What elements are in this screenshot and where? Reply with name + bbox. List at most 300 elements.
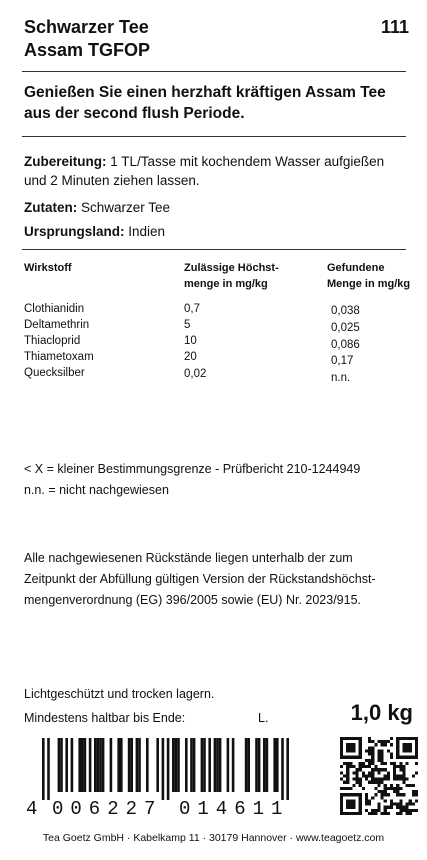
qr-module (384, 812, 387, 815)
qr-module (396, 793, 399, 796)
barcode-bar (227, 738, 230, 792)
cell-found: n.n. (331, 372, 351, 384)
barcode-bar (193, 738, 196, 792)
qr-module (402, 809, 405, 812)
barcode-guard-bar (42, 738, 45, 800)
barcode-bar (110, 738, 113, 792)
qr-module (362, 774, 365, 777)
qr-module (374, 743, 377, 746)
origin (24, 222, 165, 241)
barcode-bars (26, 738, 316, 800)
barcode-bar (216, 738, 219, 792)
qr-module (381, 743, 384, 746)
barcode-bar (177, 738, 180, 792)
qr-module (371, 774, 374, 777)
qr-module (393, 787, 396, 790)
qr-finder (396, 737, 418, 740)
qr-module (396, 790, 399, 793)
barcode-bar (190, 738, 193, 792)
qr-module (409, 809, 412, 812)
qr-module (387, 806, 390, 809)
product-name-line2: Assam TGFOP (24, 40, 151, 60)
qr-module (362, 771, 365, 774)
qr-module (346, 765, 349, 768)
qr-module (368, 746, 371, 749)
qr-module (381, 759, 384, 762)
qr-module (381, 781, 384, 784)
preparation-text: 1 TL/Tasse mit kochendem Wasser aufgießen (106, 154, 385, 169)
qr-module (381, 796, 384, 799)
qr-module (356, 768, 359, 771)
qr-module (415, 762, 418, 765)
qr-module (396, 765, 399, 768)
qr-module (384, 768, 387, 771)
qr-module (371, 746, 374, 749)
qr-module (374, 793, 377, 796)
col-header-found-line1: Gefundene (327, 262, 385, 274)
qr-module (390, 806, 393, 809)
qr-module (387, 771, 390, 774)
qr-module (381, 790, 384, 793)
qr-module (406, 806, 409, 809)
barcode-bar (84, 738, 87, 792)
qr-module (384, 778, 387, 781)
qr-module (359, 784, 362, 787)
qr-module (340, 778, 343, 781)
qr-module (346, 762, 349, 765)
qr-module (371, 740, 374, 743)
qr-module (402, 771, 405, 774)
qr-module (406, 762, 409, 765)
qr-module (377, 809, 380, 812)
qr-module (384, 774, 387, 777)
preparation (24, 152, 384, 171)
product-name-line1: Schwarzer Tee (24, 17, 149, 37)
qr-module (384, 784, 387, 787)
qr-module (368, 759, 371, 762)
qr-module (368, 765, 371, 768)
qr-module (390, 803, 393, 806)
qr-module (371, 768, 374, 771)
qr-module (396, 806, 399, 809)
qr-module (399, 806, 402, 809)
barcode-bar (94, 738, 97, 792)
qr-module (371, 762, 374, 765)
qr-module (374, 765, 377, 768)
barcode-bar (89, 738, 92, 792)
qr-module (399, 774, 402, 777)
barcode-guard-bar (47, 738, 50, 800)
qr-module (412, 803, 415, 806)
qr-module (402, 774, 405, 777)
cell-limit: 10 (184, 335, 197, 347)
qr-finder (340, 756, 362, 759)
qr-module (365, 778, 368, 781)
qr-module (390, 784, 393, 787)
qr-module (374, 781, 377, 784)
barcode-bar (255, 738, 258, 792)
qr-module (346, 771, 349, 774)
qr-module (393, 765, 396, 768)
qr-module (396, 784, 399, 787)
qr-module (399, 793, 402, 796)
barcode-first-digit: 4 (26, 798, 38, 820)
qr-module (377, 756, 380, 759)
qr-module (390, 756, 393, 759)
qr-module (399, 799, 402, 802)
cell-limit: 5 (184, 319, 191, 331)
qr-module (365, 759, 368, 762)
qr-module (365, 765, 368, 768)
qr-module (377, 749, 380, 752)
qr-module (377, 803, 380, 806)
qr-module (368, 799, 371, 802)
qr-module (371, 778, 374, 781)
qr-module (387, 812, 390, 815)
qr-module (384, 740, 387, 743)
qr-module (368, 803, 371, 806)
qr-module (384, 743, 387, 746)
col-header-limit-line1: Zulässige Höchst- (184, 262, 279, 274)
qr-module (402, 793, 405, 796)
qr-module (352, 778, 355, 781)
qr-module (343, 762, 346, 765)
footer-address: Tea Goetz GmbH · Kabelkamp 11 · 30179 Hannover · www.teagoetz.com (42, 832, 385, 844)
compliance-line1: Alle nachgewiesenen Rückstände liegen unterhalb der zum (24, 551, 353, 565)
barcode-guard-bar (286, 738, 289, 800)
qr-module (396, 787, 399, 790)
origin-label: Ursprungsland: (24, 224, 125, 239)
qr-finder (340, 793, 362, 796)
qr-module (352, 784, 355, 787)
qr-module (359, 778, 362, 781)
barcode-bar (219, 738, 222, 792)
qr-module (377, 771, 380, 774)
qr-module (399, 803, 402, 806)
qr-module (390, 787, 393, 790)
qr-finder (340, 796, 343, 812)
qr-finder (396, 756, 418, 759)
qr-module (377, 806, 380, 809)
qr-module (343, 774, 346, 777)
qr-module (377, 778, 380, 781)
qr-module (412, 774, 415, 777)
qr-module (340, 771, 343, 774)
qr-code (340, 737, 418, 815)
qr-module (399, 762, 402, 765)
qr-module (352, 771, 355, 774)
qr-module (371, 812, 374, 815)
qr-module (402, 778, 405, 781)
qr-module (384, 793, 387, 796)
qr-module (359, 762, 362, 765)
qr-module (346, 774, 349, 777)
qr-module (368, 781, 371, 784)
barcode-right-group: 014611 (179, 798, 290, 820)
qr-module (396, 778, 399, 781)
ingredients-text: Schwarzer Tee (77, 200, 171, 215)
qr-module (406, 803, 409, 806)
barcode-bar (175, 738, 178, 792)
barcode-bar (232, 738, 235, 792)
qr-module (387, 774, 390, 777)
qr-module (377, 753, 380, 756)
qr-finder (340, 740, 343, 756)
qr-module (359, 765, 362, 768)
product-number: 111 (380, 17, 409, 37)
barcode-bar (58, 738, 61, 792)
barcode-bar (130, 738, 133, 792)
qr-module (377, 781, 380, 784)
preparation-text-line2: und 2 Minuten ziehen lassen. (24, 173, 200, 188)
qr-module (371, 771, 374, 774)
qr-module (402, 768, 405, 771)
qr-module (412, 790, 415, 793)
barcode-bar (273, 738, 276, 792)
qr-module (387, 778, 390, 781)
qr-module (390, 799, 393, 802)
qr-module (415, 793, 418, 796)
qr-module (368, 774, 371, 777)
cell-limit: 0,7 (184, 303, 200, 315)
qr-module (374, 778, 377, 781)
qr-module (365, 799, 368, 802)
barcode-bar (247, 738, 250, 792)
qr-module (390, 743, 393, 746)
qr-module (368, 771, 371, 774)
qr-module (346, 781, 349, 784)
cell-substance: Deltamethrin (24, 319, 90, 331)
divider (22, 136, 406, 137)
qr-module (352, 765, 355, 768)
qr-module (402, 806, 405, 809)
barcode-bar (138, 738, 141, 792)
qr-module (356, 774, 359, 777)
tagline-line2: aus der second flush Periode. (24, 105, 245, 122)
qr-module (396, 774, 399, 777)
barcode-bar (266, 738, 269, 792)
qr-module (346, 768, 349, 771)
barcode (26, 738, 316, 822)
cell-found: 0,086 (331, 339, 360, 351)
qr-finder (346, 743, 355, 752)
barcode-bar (120, 738, 123, 792)
barcode-guard-bar (281, 738, 284, 800)
barcode-bar (208, 738, 211, 792)
qr-module (368, 737, 371, 740)
qr-module (356, 778, 359, 781)
ingredients-label: Zutaten: (24, 200, 78, 215)
divider (22, 249, 406, 250)
barcode-bar (60, 738, 63, 792)
barcode-bar (276, 738, 279, 792)
barcode-bar (146, 738, 149, 792)
qr-finder (359, 740, 362, 756)
qr-module (399, 787, 402, 790)
cell-substance: Thiametoxam (24, 351, 94, 363)
qr-module (393, 778, 396, 781)
qr-module (349, 765, 352, 768)
qr-code-modules (340, 737, 418, 815)
barcode-bar (65, 738, 68, 792)
cell-found: 0,038 (331, 305, 360, 317)
qr-module (393, 768, 396, 771)
barcode-bar (172, 738, 175, 792)
tagline-line1: Genießen Sie einen herzhaft kräftigen Assam Tee (24, 84, 386, 101)
ingredients (24, 198, 170, 217)
qr-module (406, 812, 409, 815)
qr-module (409, 784, 412, 787)
qr-finder (340, 812, 362, 815)
qr-module (368, 749, 371, 752)
qr-finder (402, 743, 411, 752)
qr-module (387, 787, 390, 790)
qr-module (393, 771, 396, 774)
qr-module (362, 762, 365, 765)
qr-module (377, 740, 380, 743)
qr-module (406, 778, 409, 781)
qr-module (368, 740, 371, 743)
barcode-bar (185, 738, 188, 792)
qr-module (399, 812, 402, 815)
storage-text: Lichtgeschützt und trocken lagern. (24, 687, 215, 701)
qr-module (381, 740, 384, 743)
qr-module (365, 796, 368, 799)
barcode-bar (97, 738, 100, 792)
qr-module (402, 781, 405, 784)
qr-module (368, 762, 371, 765)
qr-finder (359, 796, 362, 812)
qr-module (377, 759, 380, 762)
qr-module (381, 756, 384, 759)
barcode-bar (128, 738, 131, 792)
qr-module (377, 768, 380, 771)
qr-module (387, 793, 390, 796)
qr-module (377, 784, 380, 787)
qr-module (393, 774, 396, 777)
lot-label: L. (258, 711, 269, 725)
qr-module (346, 787, 349, 790)
qr-module (346, 778, 349, 781)
barcode-bar (156, 738, 159, 792)
qr-module (371, 749, 374, 752)
qr-module (377, 790, 380, 793)
qr-module (399, 765, 402, 768)
qr-module (384, 799, 387, 802)
qr-module (415, 771, 418, 774)
qr-module (365, 774, 368, 777)
qr-module (371, 796, 374, 799)
qr-module (381, 812, 384, 815)
qr-module (371, 781, 374, 784)
barcode-bar (214, 738, 217, 792)
qr-module (371, 756, 374, 759)
note-line1: < X = kleiner Bestimmungsgrenze - Prüfbericht 210-1244949 (24, 462, 361, 476)
cell-found: 0,025 (331, 322, 360, 334)
cell-limit: 20 (184, 351, 197, 363)
qr-module (381, 768, 384, 771)
qr-module (371, 753, 374, 756)
qr-module (368, 753, 371, 756)
qr-finder (396, 740, 399, 756)
qr-module (359, 781, 362, 784)
qr-module (362, 787, 365, 790)
barcode-bar (258, 738, 261, 792)
qr-module (406, 784, 409, 787)
qr-module (409, 812, 412, 815)
qr-module (371, 759, 374, 762)
qr-module (384, 806, 387, 809)
qr-module (399, 809, 402, 812)
qr-module (390, 753, 393, 756)
cell-substance: Thiacloprid (24, 335, 81, 347)
qr-module (393, 762, 396, 765)
qr-module (393, 790, 396, 793)
qr-module (356, 771, 359, 774)
qr-module (387, 749, 390, 752)
qr-module (349, 762, 352, 765)
qr-module (390, 737, 393, 740)
qr-module (356, 781, 359, 784)
qr-module (374, 787, 377, 790)
qr-module (399, 778, 402, 781)
col-header-found-line2: Menge in mg/kg (327, 278, 411, 290)
qr-module (409, 803, 412, 806)
qr-module (393, 803, 396, 806)
qr-module (384, 809, 387, 812)
barcode-bar (245, 738, 248, 792)
qr-module (368, 812, 371, 815)
compliance-line2: Zeitpunkt der Abfüllung gültigen Version der Rückstandshöchst- (24, 572, 376, 586)
barcode-bar (201, 738, 204, 792)
qr-module (415, 799, 418, 802)
qr-module (381, 778, 384, 781)
qr-module (384, 787, 387, 790)
col-header-limit-line2: menge in mg/kg (184, 278, 268, 290)
qr-module (349, 787, 352, 790)
barcode-bar (203, 738, 206, 792)
qr-module (371, 809, 374, 812)
qr-module (412, 793, 415, 796)
barcode-left-group: 006227 (52, 798, 163, 820)
origin-text: Indien (124, 224, 166, 239)
qr-module (381, 753, 384, 756)
qr-module (365, 749, 368, 752)
note-line2: n.n. = nicht nachgewiesen (24, 483, 169, 497)
qr-module (365, 793, 368, 796)
barcode-bar (71, 738, 74, 792)
barcode-guard-bar (167, 738, 170, 800)
barcode-bar (117, 738, 120, 792)
cell-limit: 0,02 (184, 368, 207, 380)
qr-module (384, 790, 387, 793)
qr-module (415, 809, 418, 812)
qr-module (374, 768, 377, 771)
divider (22, 71, 406, 72)
barcode-bar (99, 738, 102, 792)
col-header-substance: Wirkstoff (24, 262, 72, 274)
qr-finder (340, 737, 362, 740)
barcode-bar (102, 738, 105, 792)
qr-module (359, 768, 362, 771)
compliance-line3: mengenverordnung (EG) 396/2005 sowie (EU) Nr. 2023/915. (24, 593, 361, 607)
barcode-guard-bar (162, 738, 165, 800)
qr-module (412, 784, 415, 787)
qr-module (381, 793, 384, 796)
barcode-bar (78, 738, 81, 792)
qr-module (399, 768, 402, 771)
qr-module (412, 809, 415, 812)
